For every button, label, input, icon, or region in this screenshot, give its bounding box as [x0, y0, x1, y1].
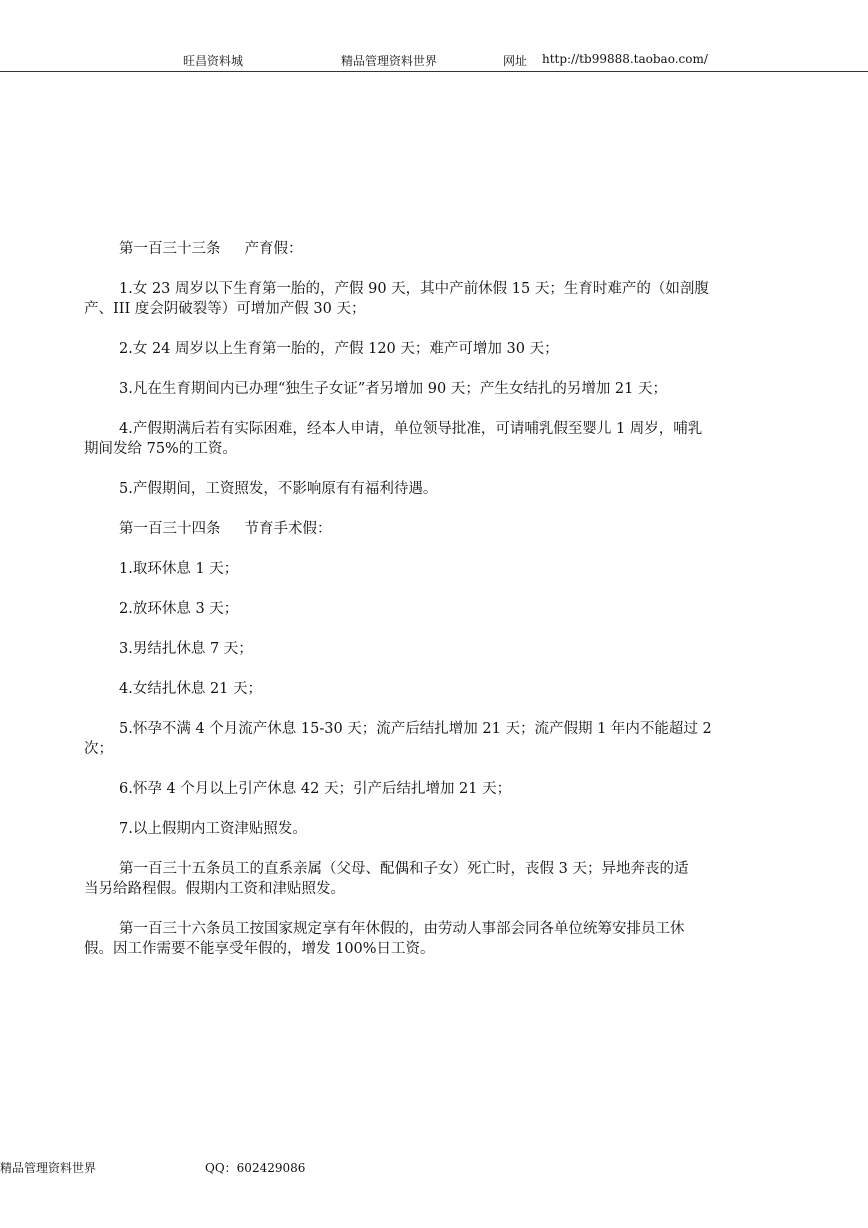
footer-qq: QQ：602429086	[205, 1161, 306, 1175]
header-url-label: 网址	[503, 54, 528, 68]
article-133-item-1: 1.女 23 周岁以下生育第一胎的，产假 90 天，其中产前休假 15 天；生育时难产的（如剖腹 产、III 度会阴破裂等）可增加产假 30 天；	[84, 281, 709, 317]
document-body	[84, 239, 774, 979]
article-134-item-3: 3.男结扎休息 7 天；	[119, 641, 253, 657]
page-header	[0, 52, 868, 72]
article-134-item-7: 7.以上假期内工资津贴照发。	[119, 821, 307, 837]
article-133-item-5: 5.产假期间，工资照发，不影响原有有福利待遇。	[119, 481, 438, 497]
article-134-item-4: 4.女结扎休息 21 天；	[119, 681, 263, 697]
header-store-name: 旺昌资料城	[183, 54, 244, 68]
article-134-item-6: 6.怀孕 4 个月以上引产休息 42 天；引产后结扎增加 21 天；	[119, 781, 512, 797]
header-site-name: 精品管理资料世界	[341, 54, 438, 68]
article-133-item-3: 3.凡在生育期间内已办理“独生子女证”者另增加 90 天；产生女结扎的另增加 21 天；	[119, 381, 667, 397]
article-133-item-4: 4.产假期满后若有实际困难，经本人申请，单位领导批准，可请哺乳假至婴儿 1 周岁，哺乳 期间发给 75%的工资。	[84, 421, 703, 457]
article-134-item-5: 5.怀孕不满 4 个月流产休息 15-30 天；流产后结扎增加 21 天；流产假期 1 年内不能超过 2 次；	[84, 721, 712, 757]
footer-site-name: 精品管理资料世界	[0, 1161, 97, 1175]
article-134-item-1: 1.取环休息 1 天；	[119, 561, 239, 577]
article-134-title: 第一百三十四条 节育手术假：	[119, 521, 332, 537]
article-134-item-2: 2.放环休息 3 天；	[119, 601, 239, 617]
article-135: 第一百三十五条员工的直系亲属（父母、配偶和子女）死亡时，丧假 3 天；异地奔丧的适 当另给路程假。假期内工资和津贴照发。	[84, 861, 689, 897]
article-133-item-2: 2.女 24 周岁以上生育第一胎的，产假 120 天；难产可增加 30 天；	[119, 341, 559, 357]
article-136: 第一百三十六条员工按国家规定享有年休假的，由劳动人事部会同各单位统筹安排员工休 假。因工作需要不能享受年假的，增发 100%日工资。	[84, 921, 685, 957]
header-url-link[interactable]: http://tb99888.taobao.com/	[542, 52, 708, 66]
header-divider	[0, 71, 868, 72]
article-133-title: 第一百三十三条 产育假：	[119, 241, 303, 257]
page-footer	[0, 1159, 868, 1179]
